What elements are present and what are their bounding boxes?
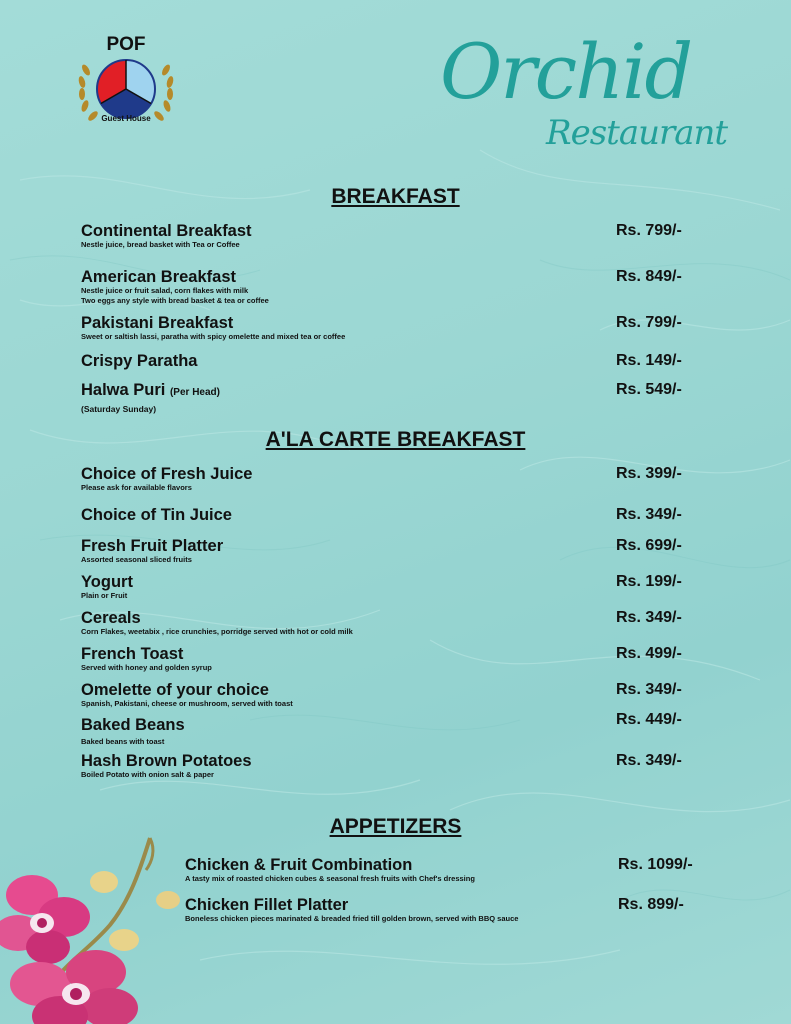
item-description: Assorted seasonal sliced fruits: [81, 555, 192, 564]
item-name: Baked Beans: [81, 716, 185, 734]
item-price: Rs. 199/-: [616, 573, 682, 590]
item-price: Rs. 349/-: [616, 681, 682, 698]
item-name: Yogurt: [81, 573, 133, 591]
logo-brand: POF: [106, 34, 146, 55]
item-description: (Saturday Sunday): [81, 404, 157, 414]
menu-item: [81, 506, 701, 524]
item-description: Nestle juice, bread basket with Tea or Coffee: [81, 240, 240, 249]
item-name: Crispy Paratha: [81, 352, 198, 370]
item-name: Chicken Fillet Platter: [185, 896, 349, 914]
item-description: Please ask for available flavors: [81, 483, 192, 492]
menu-item: [81, 645, 701, 673]
menu-item: [81, 352, 701, 370]
item-description: Plain or Fruit: [81, 591, 128, 600]
item-name: Chicken & Fruit Combination: [185, 856, 413, 874]
menu-item: [81, 465, 701, 493]
item-description: Baked beans with toast: [81, 737, 165, 746]
item-price: Rs. 849/-: [616, 268, 682, 285]
menu-item: [185, 896, 791, 924]
item-price: Rs. 349/-: [616, 609, 682, 626]
menu-item: [81, 681, 701, 709]
item-price: Rs. 1099/-: [618, 856, 693, 873]
item-description: Boneless chicken pieces marinated & breaded fried till golden brown, served with BBQ sauce: [185, 914, 519, 923]
item-description: Sweet or saltish lassi, paratha with spicy omelette and mixed tea or coffee: [81, 332, 346, 341]
restaurant-name: Orchid: [440, 27, 692, 116]
menu-item: [81, 381, 701, 414]
item-note: (Per Head): [169, 387, 220, 398]
item-name: French Toast: [81, 645, 184, 663]
section-heading-alacarte: A'LA CARTE BREAKFAST: [265, 428, 526, 451]
item-name: American Breakfast: [81, 268, 236, 286]
item-description: Corn Flakes, weetabix , rice crunchies, porridge served with hot or cold milk: [81, 627, 353, 636]
menu-item: [81, 609, 701, 637]
item-price: Rs. 799/-: [616, 222, 682, 239]
section-heading-appetizers: APPETIZERS: [329, 815, 462, 838]
item-description: Nestle juice or fruit salad, corn flakes with milk: [81, 286, 249, 295]
item-name: Halwa Puri: [81, 381, 166, 399]
item-description: Boiled Potato with onion salt & paper: [81, 770, 214, 779]
orchid-flower-icon: [0, 830, 200, 1024]
item-price: Rs. 549/-: [616, 381, 682, 398]
item-description: Spanish, Pakistani, cheese or mushroom, served with toast: [81, 699, 293, 708]
item-name: Cereals: [81, 609, 141, 627]
item-description-line2: Two eggs any style with bread basket & tea or coffee: [81, 296, 269, 305]
item-name: Omelette of your choice: [81, 681, 269, 699]
menu-item: [81, 314, 701, 342]
item-name: Hash Brown Potatoes: [81, 752, 252, 770]
item-price: Rs. 349/-: [616, 752, 682, 769]
restaurant-subtitle: Restaurant: [546, 113, 728, 153]
item-price: Rs. 499/-: [616, 645, 682, 662]
section-heading-breakfast: BREAKFAST: [331, 185, 460, 208]
menu-item: [81, 716, 701, 747]
menu-item: [81, 222, 701, 250]
item-name: Pakistani Breakfast: [81, 314, 234, 332]
menu-item: [81, 537, 701, 565]
item-name: Choice of Fresh Juice: [81, 465, 253, 483]
item-price: Rs. 349/-: [616, 506, 682, 523]
item-name: Continental Breakfast: [81, 222, 252, 240]
logo-subtitle: Guest House: [101, 114, 151, 123]
item-price: Rs. 449/-: [616, 711, 682, 728]
item-price: Rs. 699/-: [616, 537, 682, 554]
item-price: Rs. 799/-: [616, 314, 682, 331]
menu-item: [81, 573, 701, 601]
item-description: Served with honey and golden syrup: [81, 663, 212, 672]
item-price: Rs. 399/-: [616, 465, 682, 482]
item-description: A tasty mix of roasted chicken cubes & seasonal fresh fruits with Chef's dressing: [185, 874, 475, 883]
menu-item: [185, 856, 791, 884]
menu-item: [81, 268, 701, 306]
item-name: Choice of Tin Juice: [81, 506, 232, 524]
item-price: Rs. 149/-: [616, 352, 682, 369]
item-name: Fresh Fruit Platter: [81, 537, 224, 555]
item-price: Rs. 899/-: [618, 896, 684, 913]
pof-guest-house-logo: [74, 34, 178, 134]
menu-item: [81, 752, 701, 780]
